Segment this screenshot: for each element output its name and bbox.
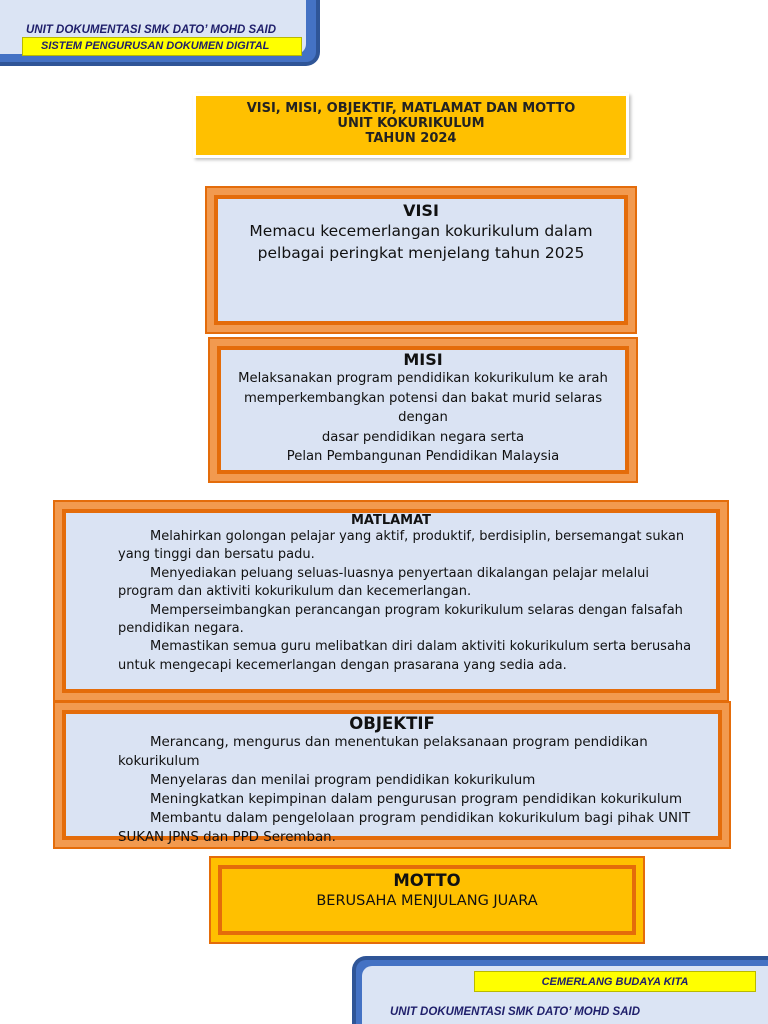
objektif-heading: OBJEKTIF xyxy=(349,714,435,733)
objektif-panel xyxy=(62,710,722,845)
motto-heading: MOTTO xyxy=(393,871,461,890)
visi-heading: VISI xyxy=(403,201,439,220)
visi-panel xyxy=(214,195,628,325)
objektif-item: Meningkatkan kepimpinan dalam pengurusan program pendidikan kokurikulum xyxy=(150,792,683,807)
misi-line: Pelan Pembangunan Pendidikan Malaysia xyxy=(286,449,560,464)
header-subtitle-bar xyxy=(22,37,302,56)
motto-text: BERUSAHA MENJULANG JUARA xyxy=(316,893,538,909)
misi-line: memperkembangkan potensi dan bakat murid selaras dengan xyxy=(243,390,603,425)
objektif-item: Menyelaras dan menilai program pendidikan kokurikulum xyxy=(150,773,536,788)
matlamat-item: Menyediakan peluang seluas-luasnya penyertaan dikalangan pelajar melalui program dan aktiviti kokurikulum dan kecemerlangan. xyxy=(118,565,650,600)
page-title-box xyxy=(193,93,629,158)
misi-section xyxy=(208,337,638,483)
matlamat-list xyxy=(66,528,716,675)
misi-panel xyxy=(217,346,629,474)
footer-tagline: CEMERLANG BUDAYA KITA xyxy=(541,976,689,988)
matlamat-section xyxy=(53,500,729,702)
page-title-line1: VISI, MISI, OBJEKTIF, MATLAMAT DAN MOTTO xyxy=(246,101,576,116)
header-subtitle: SISTEM PENGURUSAN DOKUMEN DIGITAL xyxy=(41,40,270,52)
motto-section xyxy=(209,856,645,944)
objektif-list xyxy=(66,733,718,847)
misi-heading: MISI xyxy=(403,350,443,369)
footer-tagline-bar xyxy=(474,971,756,992)
bottom-footer-panel xyxy=(362,966,768,1024)
top-header-banner xyxy=(0,0,320,66)
matlamat-item: Melahirkan golongan pelajar yang aktif, produktif, berdisiplin, bersemangat sukan yang tinggi dan bersatu padu. xyxy=(118,529,685,563)
objektif-item: Membantu dalam pengelolaan program pendidikan kokurikulum bagi pihak UNIT SUKAN JPNS dan PPD Seremban. xyxy=(118,811,691,845)
top-header-panel xyxy=(0,0,306,54)
matlamat-heading: MATLAMAT xyxy=(350,513,432,528)
matlamat-item: Memastikan semua guru melibatkan diri dalam aktiviti kokurikulum serta berusaha untuk mengecapi kecemerlangan dengan prasarana yang sedia ada. xyxy=(118,639,692,673)
page-title-line2: UNIT KOKURIKULUM xyxy=(337,116,485,131)
footer-title: UNIT DOKUMENTASI SMK DATO’ MOHD SAID xyxy=(390,1006,641,1018)
visi-text: Memacu kecemerlangan kokurikulum dalam pelbagai peringkat menjelang tahun 2025 xyxy=(249,222,593,262)
misi-line: dasar pendidikan negara serta xyxy=(321,429,525,445)
objektif-item: Merancang, mengurus dan menentukan pelaksanaan program pendidikan kokurikulum xyxy=(118,735,648,769)
objektif-section xyxy=(53,701,731,849)
visi-section xyxy=(205,186,637,334)
matlamat-item: Memperseimbangkan perancangan program kokurikulum selaras dengan falsafah pendidikan negara. xyxy=(118,602,683,637)
matlamat-panel xyxy=(62,509,720,693)
misi-text xyxy=(221,369,625,467)
bottom-footer-banner xyxy=(352,956,768,1024)
misi-line: Melaksanakan program pendidikan kokurikulum ke arah xyxy=(238,371,608,386)
motto-panel xyxy=(218,865,636,935)
page-title-line3: TAHUN 2024 xyxy=(365,131,457,146)
header-title: UNIT DOKUMENTASI SMK DATO’ MOHD SAID xyxy=(26,24,277,36)
